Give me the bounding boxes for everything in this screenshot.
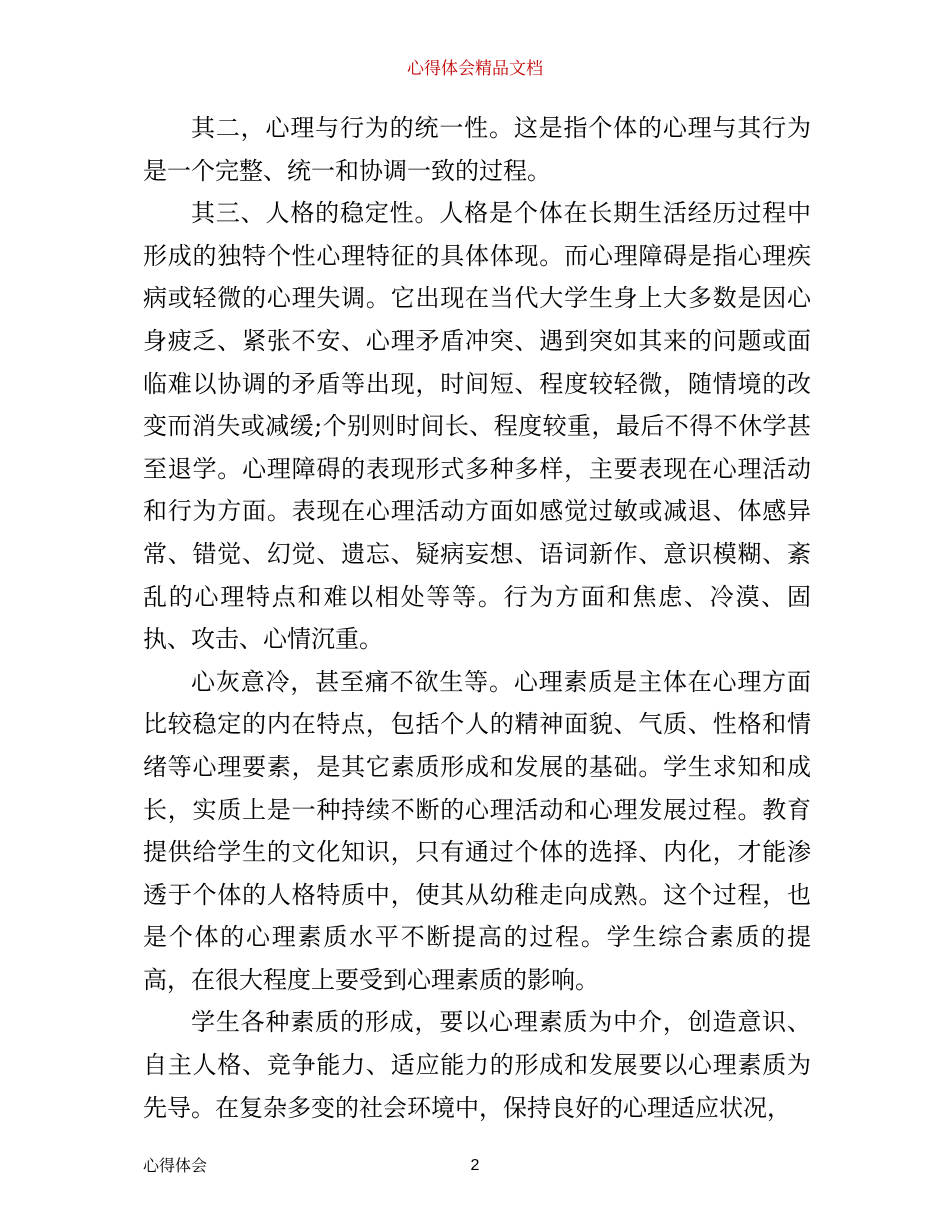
page-number: 2 xyxy=(470,1157,480,1174)
paragraph: 其二，心理与行为的统一性。这是指个体的心理与其行为是一个完整、统一和协调一致的过程。 xyxy=(143,114,811,185)
document-body xyxy=(143,107,811,1129)
footer-label: 心得体会 xyxy=(143,1156,208,1175)
paragraph: 心灰意冷，甚至痛不欲生等。心理素质是主体在心理方面比较稳定的内在特点，包括个人的精神面貌、气质、性格和情绪等心理要素，是其它素质形成和发展的基础。学生求知和成长，实质上是一种持续不断的心理活动和心理发展过程。教育提供给学生的文化知识，只有通过个体的选择、内化，才能渗透于个体的人格特质中，使其从幼稚走向成熟。这个过程，也是个体的心理素质水平不断提高的过程。学生综合素质的提高，在很大程度上要受到心理素质的影响。 xyxy=(143,667,811,994)
page-header-title: 心得体会精品文档 xyxy=(407,59,543,79)
paragraph: 其三、人格的稳定性。人格是个体在长期生活经历过程中形成的独特个性心理特征的具体体现。而心理障碍是指心理疾病或轻微的心理失调。它出现在当代大学生身上大多数是因心身疲乏、紧张不安、心理矛盾冲突、遇到突如其来的问题或面临难以协调的矛盾等出现，时间短、程度较轻微，随情境的改变而消失或减缓;个别则时间长、程度较重，最后不得不休学甚至退学。心理障碍的表现形式多种多样，主要表现在心理活动和行为方面。表现在心理活动方面如感觉过敏或减退、体感异常、错觉、幻觉、遗忘、疑病妄想、语词新作、意识模糊、紊乱的心理特点和难以相处等等。行为方面和焦虑、冷漠、固执、攻击、心情沉重。 xyxy=(143,199,811,654)
paragraph: 学生各种素质的形成，要以心理素质为中介，创造意识、自主人格、竞争能力、适应能力的形成和发展要以心理素质为先导。在复杂多变的社会环境中，保持良好的心理适应状况， xyxy=(143,1008,811,1122)
